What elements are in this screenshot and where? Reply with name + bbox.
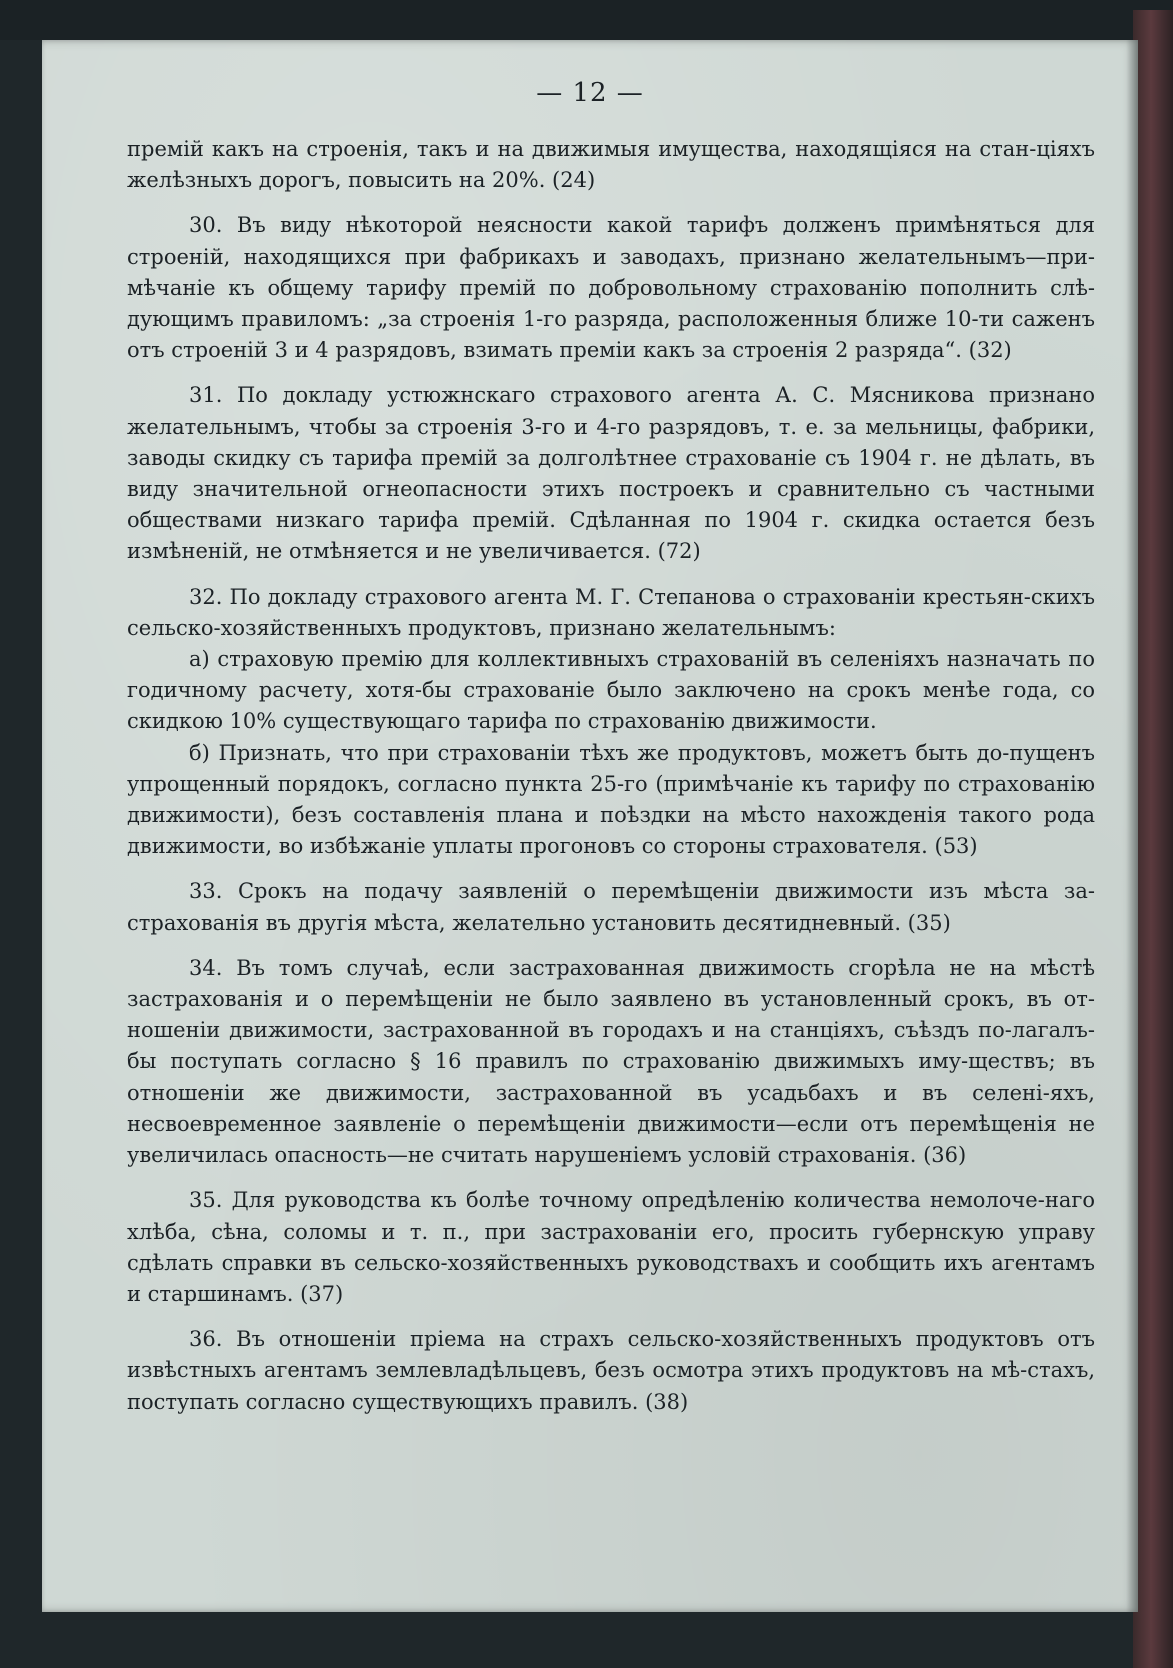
book-edge-top bbox=[0, 0, 1173, 40]
page-shadow bbox=[1126, 40, 1138, 1612]
paragraph-30: 30. Въ виду нѣкоторой неясности какой тарифъ долженъ примѣняться для строеній, находящихся при фабрикахъ и заводахъ, признано желательнымъ—при-мѣчаніе къ общему тарифу премій по добровольному страхованію пополнить слѣ-дующимъ правиломъ: „за строенія 1-го разряда, расположенныя ближе 10-ти саженъ отъ строеній 3 и 4 разрядовъ, взимать преміи какъ за строенія 2 разряда“. (32) bbox=[127, 213, 1095, 363]
document-page bbox=[42, 40, 1138, 1612]
paragraph-34: 34. Въ томъ случаѣ, если застрахованная движимость сгорѣла не на мѣстѣ застрахованія и о перемѣщеніи не было заявлено въ установленный срокъ, въ от-ношеніи движимости, застрахованной въ городахъ и на станціяхъ, съѣздъ по-лагалъ-бы поступать согласно § 16 правилъ по страхованію движимыхъ иму-ществъ; въ отношеніи же движимости, застрахованной въ усадьбахъ и въ селені-яхъ, несвоевременное заявленіе о перемѣщеніи движимости—если отъ перемѣщенія не увеличилась опасность—не считать нарушеніемъ условій страхованія. (36) bbox=[127, 955, 1095, 1168]
paragraph-32-b: б) Признать, что при страхованіи тѣхъ же продуктовъ, можетъ быть до-пущенъ упрощенный порядокъ, согласно пункта 25-го (примѣчаніе къ тарифу по страхованію движимости), безъ составленія плана и поѣздки на мѣсто нахожденія такого рода движимости, во избѣжаніе уплаты прогоновъ со стороны страхователя. (53) bbox=[127, 740, 1095, 859]
paragraph-36: 36. Въ отношеніи пріема на страхъ сельско-хозяйственныхъ продуктовъ отъ извѣстныхъ агентамъ землевладѣльцевъ, безъ осмотра этихъ продуктовъ на мѣ-стахъ, поступать согласно существующихъ правилъ. (38) bbox=[127, 1327, 1095, 1414]
page-number: — 12 — bbox=[536, 78, 644, 108]
paragraph-35: 35. Для руководства къ болѣе точному опредѣленію количества немолоче-наго хлѣба, сѣна, соломы и т. п., при застрахованіи его, просить губернскую управу сдѣлать справки въ сельско-хозяйственныхъ руководствахъ и сообщить ихъ агентамъ и старшинамъ. (37) bbox=[127, 1188, 1095, 1306]
book-edge-right bbox=[1133, 10, 1173, 1668]
paragraph-33: 33. Срокъ на подачу заявленій о перемѣщеніи движимости изъ мѣста за-страхованія въ другія мѣста, желательно установить десятидневный. (35) bbox=[127, 879, 1095, 935]
paragraph-32: 32. По докладу страхового агента М. Г. Степанова о страхованіи крестьян-скихъ сельско-хозяйственныхъ продуктовъ, признано желательнымъ: bbox=[127, 584, 1095, 640]
paragraph-31: 31. По докладу устюжнскаго страхового агента А. С. Мясникова признано желательнымъ, чтобы за строенія 3-го и 4-го разрядовъ, т. е. за мельницы, фабрики, заводы скидку съ тарифа премій за долголѣтнее страхованіе съ 1904 г. не дѣлать, въ виду значительной огнеопасности этихъ построекъ и сравнительно съ частными обществами низкаго тарифа премій. Сдѣланная по 1904 г. скидка остается безъ измѣненій, не отмѣняется и не увеличивается. (72) bbox=[127, 383, 1095, 564]
paragraph-32-a: а) страховую премію для коллективныхъ страхованій въ селеніяхъ назначать по годичному расчету, хотя-бы страхованіе было заключено на срокъ менѣе года, со скидкою 10% существующаго тарифа по страхованію движимости. bbox=[127, 647, 1095, 734]
page-text bbox=[127, 134, 1095, 1432]
paragraph-continuation: премій какъ на строенія, такъ и на движимыя имущества, находящіяся на стан-ціяхъ желѣзныхъ дорогъ, повысить на 20%. (24) bbox=[127, 137, 1095, 193]
